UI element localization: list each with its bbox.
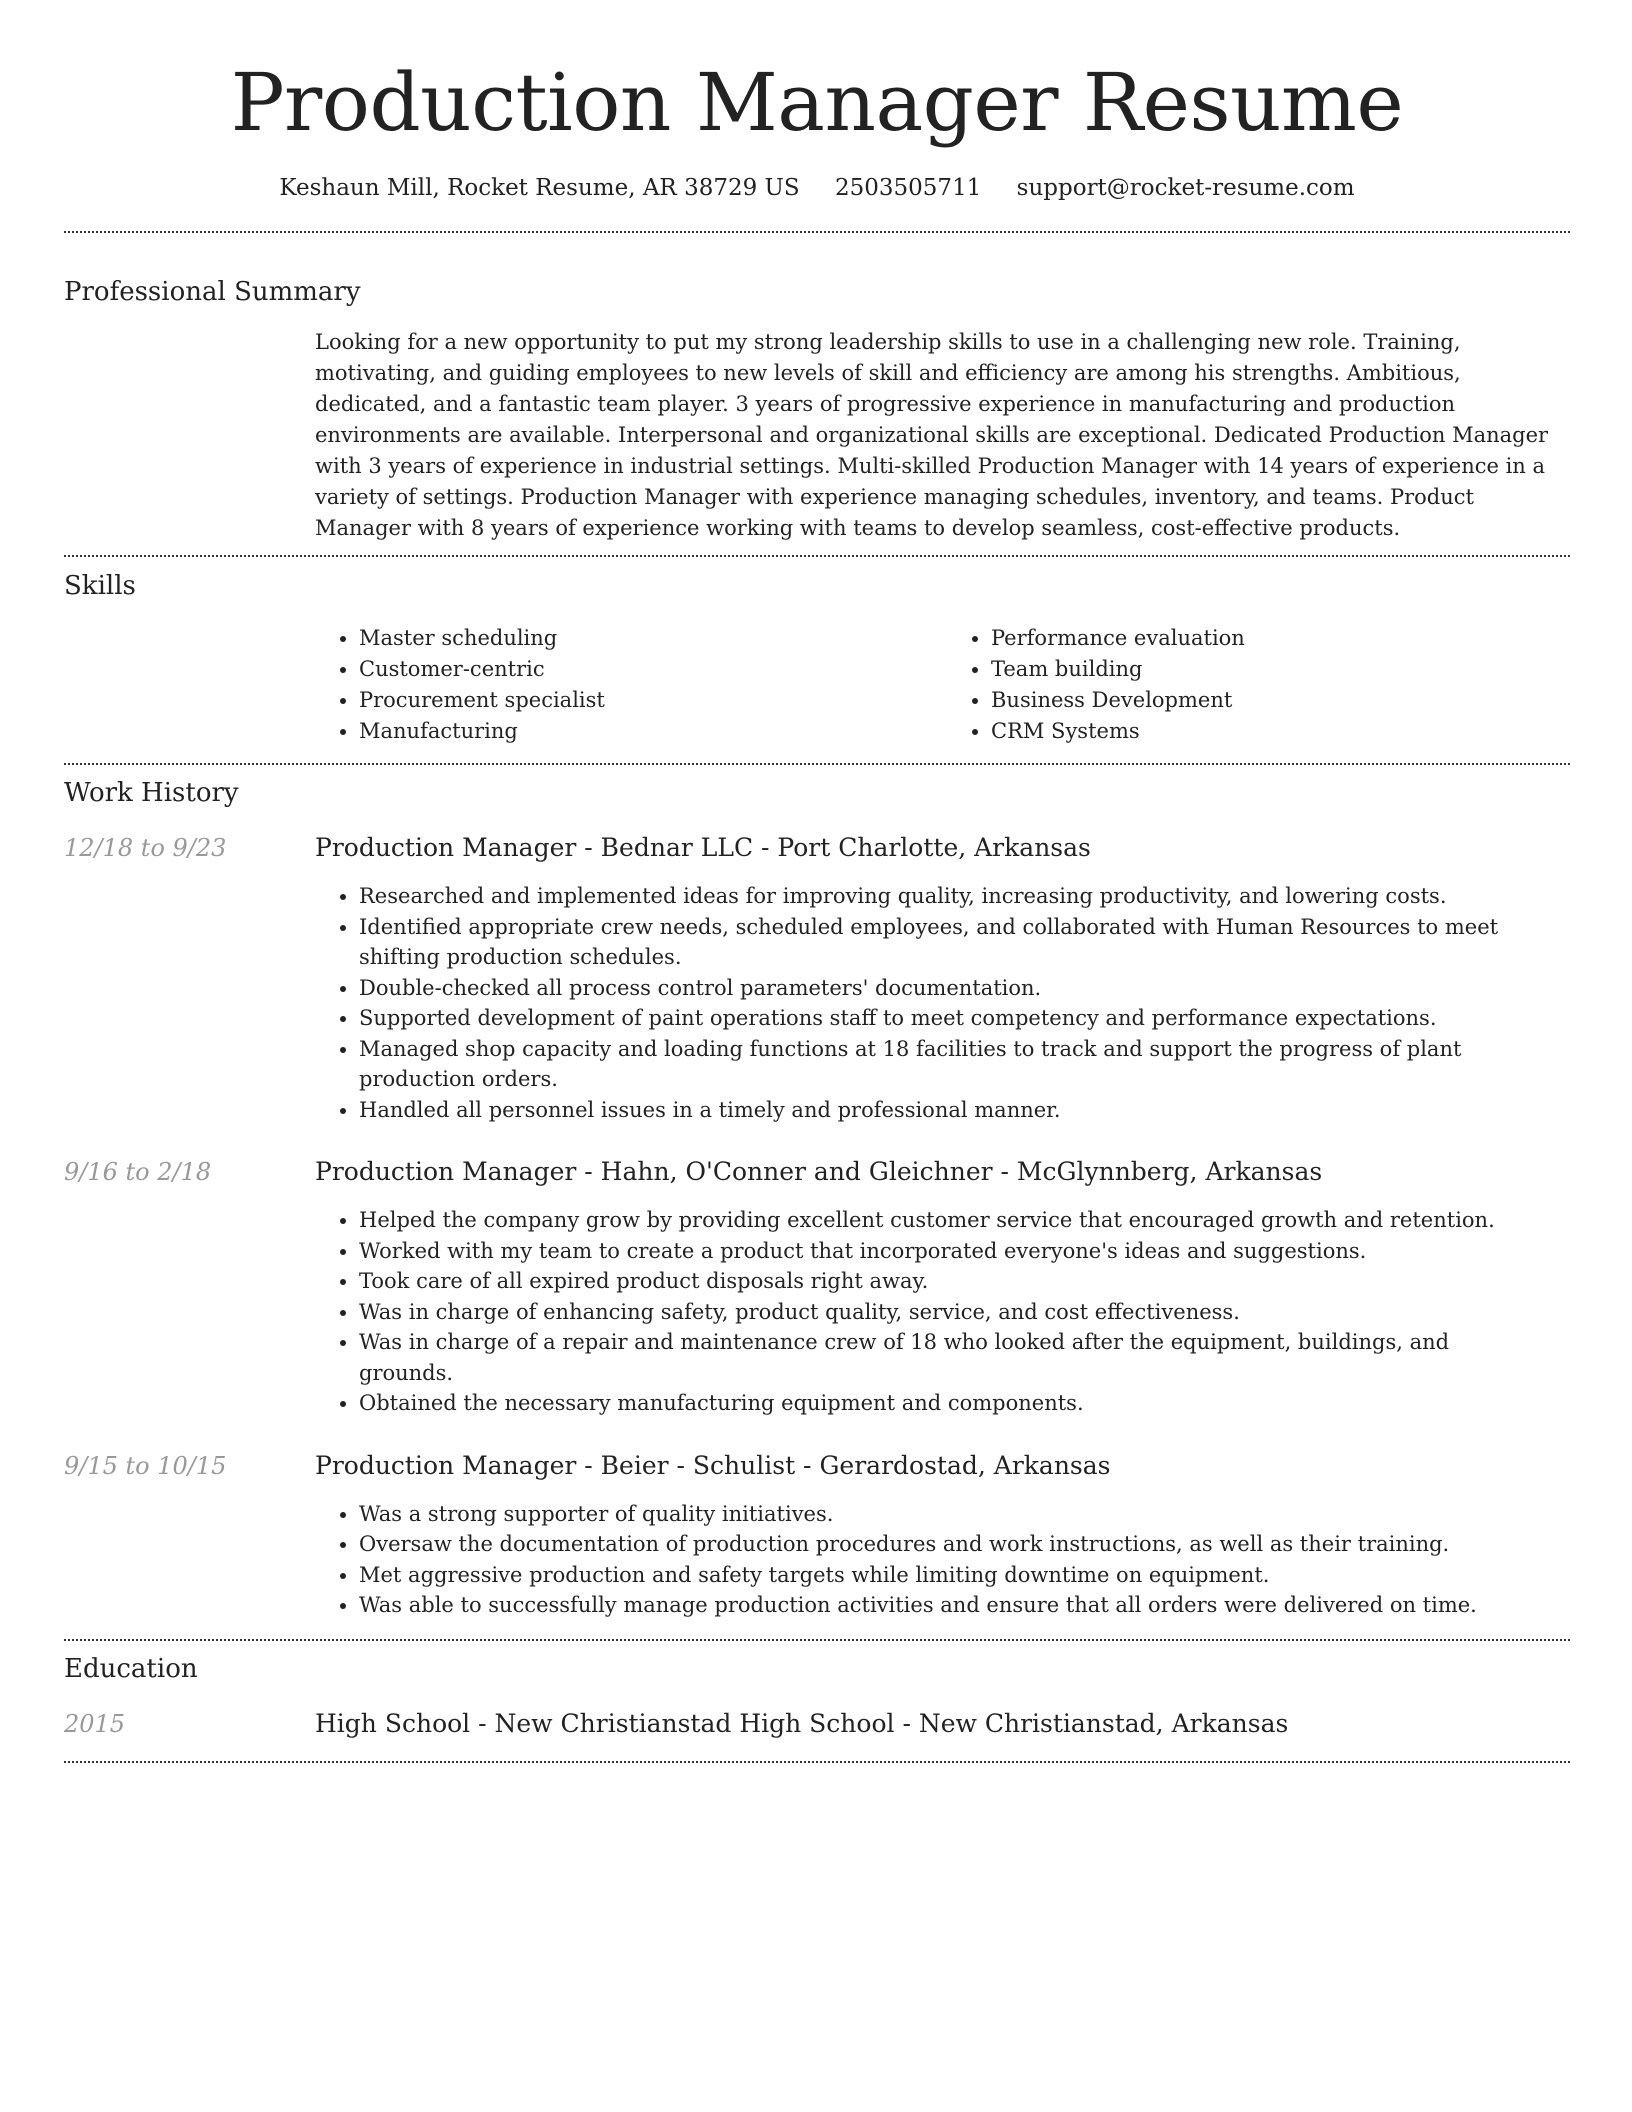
divider — [64, 1761, 1570, 1763]
job-bullet: • Identified appropriate crew needs, scheduled employees, and collaborated with Human Resources to meet shifting production schedules. — [359, 912, 1570, 973]
contact-address: Keshaun Mill, Rocket Resume, AR 38729 US — [279, 175, 800, 201]
work-history-section — [64, 765, 1570, 1621]
job-bullet: • Worked with my team to create a product that incorporated everyone's ideas and suggestions. — [359, 1236, 1570, 1267]
skills-section — [64, 557, 1570, 747]
education-entry — [64, 1707, 1570, 1741]
education-heading: Education — [64, 1653, 198, 1684]
contact-phone: 2503505711 — [835, 175, 982, 201]
job-dates: 12/18 to 9/23 — [64, 834, 227, 862]
resume-header — [64, 0, 1570, 205]
summary-heading: Professional Summary — [64, 277, 361, 307]
job-bullet: • Obtained the necessary manufacturing equipment and components. — [359, 1388, 1570, 1419]
job-dates: 9/15 to 10/15 — [64, 1451, 227, 1480]
job-bullet: • Helped the company grow by providing excellent customer service that encouraged growth and retention. — [359, 1205, 1570, 1236]
job-bullet: • Supported development of paint operations staff to meet competency and performance expectations. — [359, 1003, 1570, 1034]
job-title: Production Manager - Beier - Schulist - Gerardostad, Arkansas — [315, 1450, 1111, 1480]
job-bullet: • Handled all personnel issues in a timely and professional manner. — [359, 1095, 1570, 1126]
job-entry — [64, 1449, 1570, 1621]
skills-column-left — [315, 623, 931, 747]
job-bullets — [315, 1205, 1570, 1419]
job-entry — [64, 831, 1570, 1125]
education-title: High School - New Christianstad High School - New Christianstad, Arkansas — [315, 1708, 1289, 1738]
summary-section — [64, 233, 1570, 544]
skill-item: • Business Development — [991, 685, 1563, 716]
resume-title: Production Manager Resume — [230, 56, 1404, 149]
job-bullet: • Was able to successfully manage production activities and ensure that all orders were delivered on time. — [359, 1590, 1570, 1621]
job-bullet: • Met aggressive production and safety targets while limiting downtime on equipment. — [359, 1560, 1570, 1591]
job-bullet: • Researched and implemented ideas for improving quality, increasing productivity, and lowering costs. — [359, 881, 1570, 912]
job-title: Production Manager - Hahn, O'Conner and Gleichner - McGlynnberg, Arkansas — [315, 1157, 1323, 1186]
skill-item: • CRM Systems — [991, 716, 1563, 747]
skills-heading: Skills — [64, 571, 136, 601]
education-section — [64, 1641, 1570, 1741]
job-entry — [64, 1155, 1570, 1419]
job-bullet: • Took care of all expired product disposals right away. — [359, 1266, 1570, 1297]
job-dates: 9/16 to 2/18 — [64, 1158, 212, 1186]
job-bullet: • Oversaw the documentation of production procedures and work instructions, as well as their training. — [359, 1529, 1570, 1560]
contact-line — [64, 171, 1570, 205]
job-bullet: • Managed shop capacity and loading functions at 18 facilities to track and support the progress of plant production orders. — [359, 1034, 1570, 1095]
skill-item: • Manufacturing — [359, 716, 931, 747]
job-bullet: • Was in charge of enhancing safety, product quality, service, and cost effectiveness. — [359, 1297, 1570, 1328]
skill-item: • Customer-centric — [359, 654, 931, 685]
summary-text: Looking for a new opportunity to put my strong leadership skills to use in a challenging new role. Training, motivating, and guiding employees to new levels of skill and efficiency are among his strengths. Ambitious, dedicated, and a fantastic team player. 3 years of progressive experience in manufacturing and production environments are available. Interpersonal and organizational skills are exceptional. Dedicated Production Manager with 3 years of experience in industrial settings. Multi-skilled Production Manager with 14 years of experience in a variety of settings. Production Manager with experience managing schedules, inventory, and teams. Product Manager with 8 years of experience working with teams to develop seamless, cost-effective products. — [315, 330, 1549, 540]
contact-email: support@rocket-resume.com — [1016, 175, 1355, 201]
skills-column-right — [931, 623, 1563, 747]
job-bullet: • Was a strong supporter of quality initiatives. — [359, 1499, 1570, 1530]
skill-item: • Procurement specialist — [359, 685, 931, 716]
skills-list — [315, 623, 1570, 747]
skill-item: • Master scheduling — [359, 623, 931, 654]
education-year: 2015 — [64, 1709, 126, 1738]
job-bullet: • Was in charge of a repair and maintenance crew of 18 who looked after the equipment, buildings, and grounds. — [359, 1327, 1570, 1388]
job-title: Production Manager - Bednar LLC - Port Charlotte, Arkansas — [315, 833, 1091, 862]
job-bullets — [315, 1499, 1570, 1621]
work-history-heading: Work History — [64, 778, 239, 808]
skill-item: • Team building — [991, 654, 1563, 685]
resume-page — [64, 0, 1570, 1763]
job-bullets — [315, 881, 1570, 1125]
skill-item: • Performance evaluation — [991, 623, 1563, 654]
job-bullet: • Double-checked all process control parameters' documentation. — [359, 973, 1570, 1004]
